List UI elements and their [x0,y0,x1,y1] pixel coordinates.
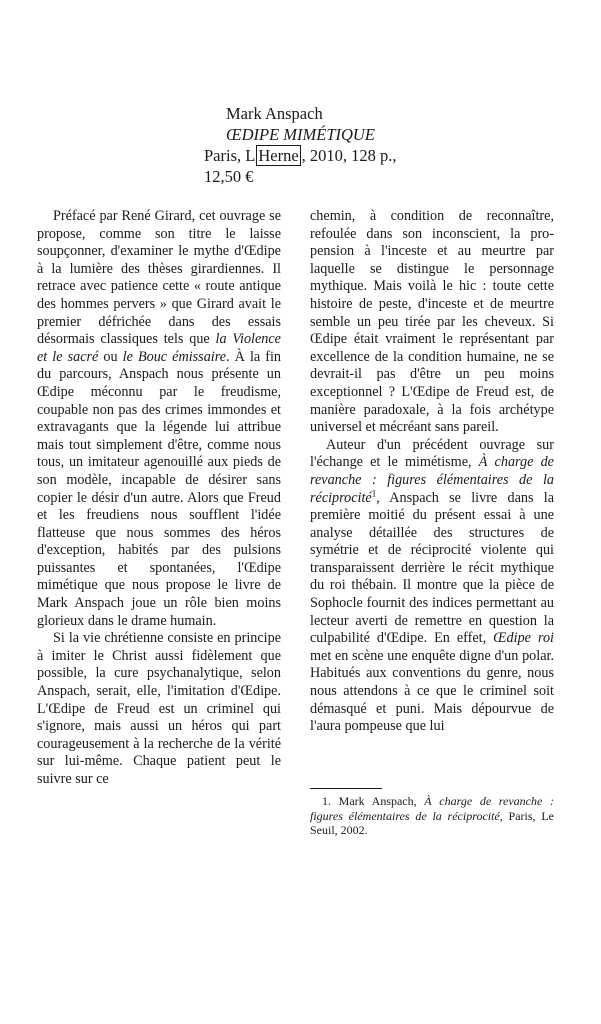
paragraph-3: chemin, à condition de reconnaître, refoulée dans son inconscient, la propension à l'inceste et au meurtre par laquelle se distingue le personnage mythique. Mais voilà le hic : toute cette histoire de peste, d'inceste et de meurtre semble un peu tirée par les cheveux. Si Œdipe était vraiment le représentant par excellence de la condition humaine, ne se devrait-il pas d'être un peu moins exceptionnel ? L'Œdipe de Freud est, de manière paradoxale, à la fois archétype universel et mécréant sans pareil. [310,208,554,436]
book-price: 12,50 € [204,167,254,186]
italic-title: la Violence et le sacré [37,331,281,365]
italic-title: À charge de revanche : figures élémentaires de la réciprocité [310,794,554,823]
footnote-divider [310,788,382,789]
pub-details: , 2010, 128 p., [301,146,397,165]
text-run: 1. Mark Anspach, [322,794,425,808]
text-run: , Anspach se livre dans la première moitié du présent essai à une analyse détaillée des structures de symétrie et de réciprocité violente qui transparaissent derrière le récit mythique du roi thébain. Il montre que la pièce de Sophocle fournit des indices permettant au lecteur averti de remettre en question la culpabilité d'Œdipe. En effet, [310,489,554,647]
paragraph-2: Si la vie chrétienne consiste en principe à imiter le Christ aussi fidèlement que possible, la cure psychanalytique, selon Anspach, serait, elle, l'imitation d'Œdipe. L'Œdipe de Freud est un criminel qui s'ignore, mais aussi un héros qui part courageusement à la recherche de la vérité sur lui-même. Chaque patient peut le suivre sur ce [37,630,281,787]
italic-title: le Bouc émissaire [122,348,227,365]
right-column [310,208,554,736]
text-run: , Paris, Le Seuil, 2002. [310,808,554,837]
text-run: . À la fin du parcours, Anspach nous présente un Œdipe méconnu par le freudisme, coupable non pas des crimes immondes et extravagants que la légende lui attribue mais tout simplement d'être, comme nous tous, un imitateur agenouillé aux pieds de son modèle, incapable de désirer sans copier le désir d'un autre. Alors que Freud et les freudiens nous soufflent l'idée flatteuse que nous sommes des héros d'exception, habités par des pulsions puissantes et spontanées, l'Œdipe mimétique que nous propose le livre de Mark Anspach joue un rôle bien moins glorieux dans le drame humain. [37,348,282,629]
publisher-boxed: Herne [258,146,299,165]
italic-title: Œdipe roi [493,630,555,647]
footnote-ref: 1 [371,487,377,498]
text-run: Auteur d'un précédent ouvrage sur l'échange et le mimétisme, [310,436,554,471]
text-run: Préfacé par René Girard, cet ouvrage se propose, comme son titre le laisse soupçonner, d'examiner le mythe d'Œdipe à la lumière des thèses girardiennes. Il retrace avec patience cette « route antique des hommes pervers » que Girard avait le premier défrichée dans des essais désormais classiques tels que [37,208,281,348]
italic-title: À charge de revanche : figures élémentaires de la réciprocité [310,454,554,506]
book-author: Mark Anspach [226,104,323,123]
left-column [37,208,281,789]
review-header [204,103,534,187]
footnote [310,794,554,838]
footnote-1 [310,794,554,838]
pub-city: Paris, L [204,146,256,165]
paragraph-1 [37,208,281,630]
book-title: ŒDIPE MIMÉTIQUE [226,125,375,144]
text-run: ou [98,348,123,365]
paragraph-4 [310,437,554,736]
publication-info [204,145,534,166]
text-run: met en scène une enquête digne d'un polar. Habitués aux conventions du genre, nous nous attendons à ce que le criminel soit démasqué et puni. Mais dépourvue de l'aura pompeuse que lui [310,647,554,735]
